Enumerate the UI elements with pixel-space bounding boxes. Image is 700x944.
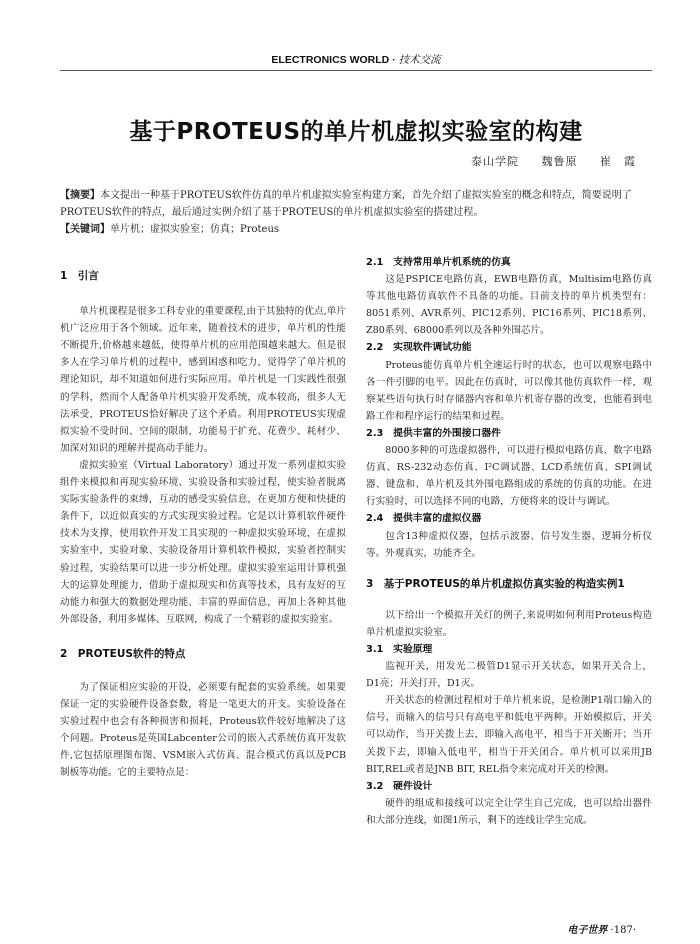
author-2: 崔 霞 [600, 155, 636, 168]
article-title: 基于PROTEUS的单片机虚拟实验室的构建 [129, 119, 583, 145]
section-2-1-heading: 2.1 支持常用单片机系统的仿真 [366, 257, 511, 268]
section-3-para: 以下给出一个模拟开关灯的例子,来说明如何利用Proteus构造单片机虚拟实验室。 [366, 609, 652, 638]
abstract-block [60, 187, 652, 238]
section-2-4-heading: 2.4 提供丰富的虚拟仪器 [366, 513, 482, 525]
keywords-label: 【关键词】 [60, 224, 110, 235]
header-rule [60, 70, 652, 71]
section-1-heading: 1 引言 [60, 270, 99, 282]
footer-brand: 电子世界 [567, 925, 608, 936]
keywords-text: 单片机；虚拟实验室；仿真；Proteus [110, 224, 280, 235]
section-2-2-para: Proteus能仿真单片机全速运行时的状态，也可以观察电路中各一件引脚的电平。因此在仿真时，可以像其他仿真软件一样，观察某些语句执行时存储器内容和单片机寄存器的改变，也能看到电路工作和程序运行的结果和过程。 [366, 359, 652, 422]
section-1-para-1: 单片机课程是很多工科专业的重要课程,由于其独特的优点,单片机广泛应用于各个领域。近年来，随着技术的进步，单片机的性能不断提升,价格越来越低，使得单片机的应用范围越来越大。但是很多人在学习单片机的过程中，感到困惑和吃力，觉得学了单片机的理论知识，却不知道如何进行实际应用。单片机是一门实践性很强的学科，然而个人配备单片机实验开发系统，成本较高，很多人无法承受，PROTEUS恰好解决了这个矛盾。利用PROTEUS实现虚拟实验不受时间、空间的限制，功能易于扩充、花费少、耗材少、加深对知识的理解并提高动手能力。 [60, 306, 346, 454]
section-2-4-para: 包含13种虚拟仪器，包括示波器、信号发生器、逻辑分析仪等。外观真实，功能齐全。 [366, 530, 652, 559]
right-column [366, 254, 652, 829]
left-column [60, 268, 346, 782]
keywords [60, 221, 652, 238]
affiliation: 泰山学院 [471, 155, 519, 168]
section-3-2-heading: 3.2 硬件设计 [366, 780, 433, 792]
section-3-2-para: 硬件的组成和接线可以完全让学生自己完成，也可以给出器件和大部分连线，如图1所示，剩下的连线让学生完成。 [366, 797, 652, 826]
section-2-1-para: 这是PSPICE电路仿真，EWB电路仿真，Multisim电路仿真等其他电路仿真软件不具备的功能。目前支持的单片机类型有：8051系列、AVR系列、PIC12系列、PIC16系列、PIC18系列、Z80系列、68000系列以及各种外围芯片。 [366, 274, 652, 337]
section-2-para-1: 为了保证相应实验的开设，必须要有配套的实验系统。如果要保证一定的实验硬件设备套数，将是一笔更大的开支。实验设备在实验过程中也会有各种损害和损耗，Proteus软件较好地解决了这个问题。Proteus是英国Labcenter公司的嵌入式系统仿真开发软件,它包括原理图布图、VSM嵌入式仿真、混合模式仿真以及PCB制板等功能。它的主要特点是： [60, 681, 346, 779]
page-number: ·187· [610, 925, 636, 936]
author-1: 魏鲁原 [541, 155, 578, 168]
section-name: 技术交流 [398, 54, 441, 66]
page-footer [567, 921, 636, 936]
section-2-3-para: 8000多种的可选虚拟器件，可以进行模拟电路仿真、数字电路仿真、RS-232动态仿真、I²C调试器、LCD系统仿真、SPI调试器、键盘和、单片机及其外围电路组成的系统的仿真的功能。在进行实验时，可以选择不同的电路，方便将来的设计与调试。 [366, 445, 652, 508]
section-2-2-heading: 2.2 实现软件调试功能 [366, 342, 472, 354]
section-3-1-heading: 3.1 实验原理 [366, 643, 433, 655]
section-3-1-para-1: 监视开关，用发光二极管D1显示开关状态，如果开关合上，D1亮；开关打开，D1灭。 [366, 661, 652, 690]
abstract [60, 187, 652, 221]
header-separator: · [392, 54, 396, 66]
section-3-1-para-2: 开关状态的检测过程相对于单片机来说，是检测P1端口输入的信号，而输入的信号只有高电平和低电平两种。开始模拟后，开关可以动作，当开关拨上去，即输入高电平，相当于开关断开；当开关拨下去，即输入低电平，相当于开关闭合。单片机可以采用JB BIT,REL或者是JNB BIT, REL指令来完成对开关的检测。 [366, 695, 652, 775]
section-2-heading: 2 PROTEUS软件的特点 [60, 647, 186, 660]
journal-name: ELECTRONICS WORLD [271, 54, 390, 66]
abstract-label: 【摘要】 [60, 190, 100, 201]
abstract-text: 本文提出一种基于PROTEUS软件仿真的单片机虚拟实验室构建方案，首先介绍了虚拟实验室的概念和特点，简要说明了PROTEUS软件的特点，最后通过实例介绍了基于PROTEUS的单片机虚拟实验室的搭建过程。 [60, 190, 632, 218]
section-2-3-heading: 2.3 提供丰富的外围接口器件 [366, 427, 501, 439]
author-line [453, 153, 636, 169]
section-1-para-2: 虚拟实验室（Virtual Laboratory）通过开发一系列虚拟实验组件来模拟和再现实验环境、实验设备和实验过程，使实验者脱离实际实验条件的束缚，互动的感受实验信息，在更加方便和快捷的条件下，以近似真实的方式实现实验过程。它是以计算机软件硬件技术为支撑，使用软件开发工具实现的一种虚拟实验环境，在虚拟实验室中，实验对象、实验设备用计算机软件模拟，实验者控制实验过程，实验结果可以进一步分析处理。虚拟实验室运用计算机强大的运算处理能力，借助于虚拟现实和仿真等技术，具有友好的互动能力和强大的数据处理功能、丰富的界面信息，再加上各种其他外部设备，利用多媒体、互联网，构成了一个精彩的虚拟实验室。 [60, 459, 346, 625]
running-header [60, 52, 652, 67]
section-3-heading: 3 基于PROTEUS的单片机虚拟仿真实验的构造实例1 [366, 577, 625, 590]
